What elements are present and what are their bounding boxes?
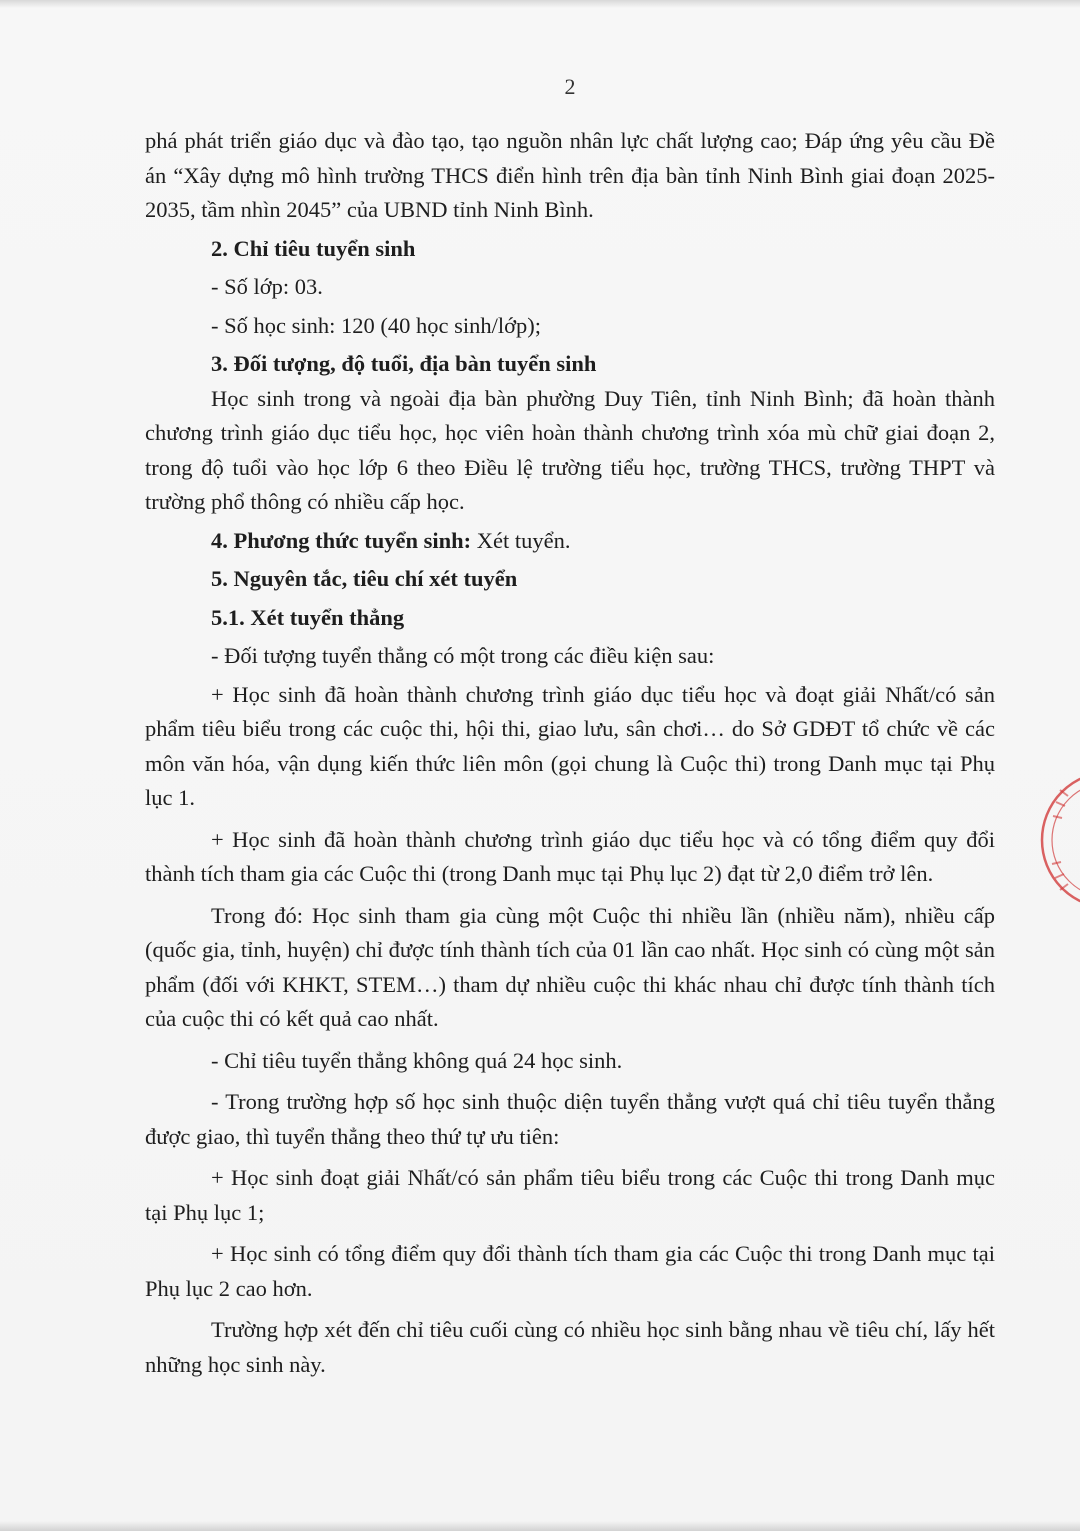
student-count: - Số học sinh: 120 (40 học sinh/lớp); [211, 312, 542, 338]
red-seal-stamp [1020, 760, 1080, 920]
quota-line: - Chỉ tiêu tuyển thẳng không quá 24 học sinh. [211, 1047, 623, 1073]
tie-paragraph: Trường hợp xét đến chỉ tiêu cuối cùng có nhiều học sinh bằng nhau về tiêu chí, lấy hết những học sinh này. [145, 1317, 995, 1377]
section-5-heading: 5. Nguyên tắc, tiêu chí xét tuyển [211, 566, 518, 591]
section-4-label: 4. Phương thức tuyển sinh: [211, 527, 472, 553]
class-count: - Số lớp: 03. [211, 274, 323, 299]
section-3-heading: 3. Đối tượng, độ tuổi, địa bàn tuyển sinh [211, 351, 597, 376]
condition-2: + Học sinh đã hoàn thành chương trình giáo dục tiểu học và có tổng điểm quy đổi thành tích tham gia các Cuộc thi (trong Danh mục tại Phụ lục 2) đạt từ 2,0 điểm trở lên. [145, 826, 995, 886]
document-body [145, 124, 995, 1382]
section-5-1-heading: 5.1. Xét tuyển thẳng [211, 604, 405, 630]
scan-bottom-edge [0, 1521, 1080, 1531]
intro-paragraph: phá phát triển giáo dục và đào tạo, tạo nguồn nhân lực chất lượng cao; Đáp ứng yêu cầu Đề án “Xây dựng mô hình trường THCS điển hình trên địa bàn tỉnh Ninh Bình giai đoạn 2025-2035, tầm nhìn 2045” của UBND tỉnh Ninh Bình. [145, 128, 995, 222]
section-4-value: Xét tuyển. [471, 527, 571, 553]
section-4-line [145, 524, 995, 559]
page-number: 2 [564, 74, 576, 99]
priority-1: + Học sinh đoạt giải Nhất/có sản phẩm tiêu biểu trong các Cuộc thi trong Danh mục tại Phụ lục 1; [145, 1165, 995, 1225]
overflow-paragraph: - Trong trường hợp số học sinh thuộc diện tuyển thẳng vượt quá chỉ tiêu tuyển thẳng được giao, thì tuyển thẳng theo thứ tự ưu tiên: [145, 1089, 995, 1149]
scope-paragraph: Học sinh trong và ngoài địa bàn phường Duy Tiên, tỉnh Ninh Bình; đã hoàn thành chương trình giáo dục tiểu học, học viên hoàn thành chương trình xóa mù chữ giai đoạn 2, trong độ tuổi vào học lớp 6 theo Điều lệ trường tiểu học, trường THCS, trường THPT và trường phổ thông có nhiều cấp học. [145, 385, 995, 514]
note-paragraph: Trong đó: Học sinh tham gia cùng một Cuộc thi nhiều lần (nhiều năm), nhiều cấp (quốc gia, tỉnh, huyện) chỉ được tính thành tích của 01 lần cao nhất. Học sinh có cùng một sản phẩm (đối với KHKT, STEM…) tham dự nhiều cuộc thi khác nhau chỉ được tính thành tích của cuộc thi có kết quả cao nhất. [145, 902, 995, 1031]
priority-2: + Học sinh có tổng điểm quy đổi thành tích tham gia các Cuộc thi trong Danh mục tại Phụ lục 2 cao hơn. [145, 1241, 995, 1301]
section-2-heading: 2. Chỉ tiêu tuyển sinh [211, 235, 416, 261]
scan-top-edge [0, 0, 1080, 8]
direct-conditions-intro: - Đối tượng tuyển thẳng có một trong các điều kiện sau: [211, 643, 715, 668]
condition-1: + Học sinh đã hoàn thành chương trình giáo dục tiểu học và đoạt giải Nhất/có sản phẩm tiêu biểu trong các cuộc thi, hội thi, giao lưu, sân chơi… do Sở GDĐT tổ chức về các môn văn hóa, vận dụng kiến thức liên môn (gọi chung là Cuộc thi) trong Danh mục tại Phụ lục 1. [145, 681, 995, 810]
